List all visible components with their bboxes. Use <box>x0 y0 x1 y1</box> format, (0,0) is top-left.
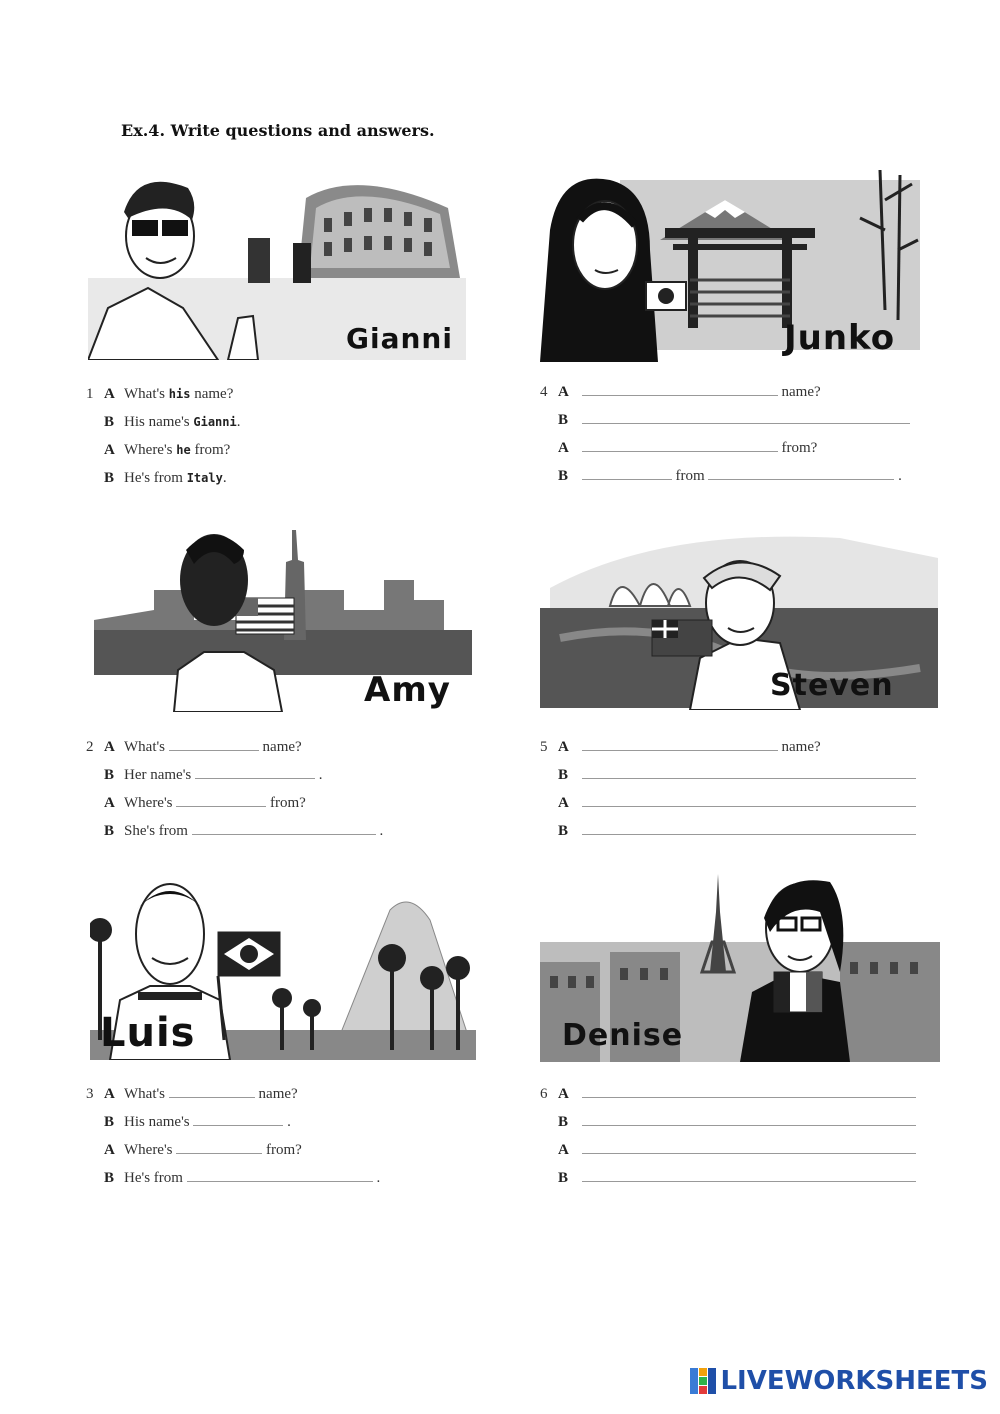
ex3-line-a2: A Where's from? <box>104 1142 302 1158</box>
ex5-line-a2: A <box>558 794 916 812</box>
exercise-title: Ex.4. Write questions and answers. <box>121 121 435 140</box>
ex4-line-b1: B <box>558 411 910 429</box>
name-label-luis: Luis <box>100 1010 196 1056</box>
ex4-blank-a2[interactable] <box>582 439 778 452</box>
picture-luis <box>90 870 476 1060</box>
picture-amy <box>94 520 472 712</box>
ex1-answer-his: his <box>168 387 191 401</box>
ex1-line-b1: B His name's Gianni. <box>104 414 241 430</box>
ex6-blank-b2[interactable] <box>582 1169 916 1182</box>
name-label-gianni: Gianni <box>346 322 453 355</box>
ex4-blank-b2b[interactable] <box>708 467 894 480</box>
picture-steven <box>540 518 938 710</box>
ex4-line-b2: B from . <box>558 468 902 484</box>
ex3-blank-a2[interactable] <box>176 1141 262 1154</box>
ex6-blank-a2[interactable] <box>582 1141 916 1154</box>
ex4-blank-b2a[interactable] <box>582 467 672 480</box>
ex4-blank-a1[interactable] <box>582 383 778 396</box>
liveworksheets-wordmark: LIVEWORKSHEETS <box>720 1366 988 1396</box>
ex2-line-a2: A Where's from? <box>104 795 306 811</box>
ex2-line-b2: B She's from . <box>104 823 384 839</box>
ex3-blank-b2[interactable] <box>187 1169 373 1182</box>
ex2-blank-a1[interactable] <box>169 738 259 751</box>
ex6-line-b1: B <box>558 1113 916 1131</box>
liveworksheets-brand[interactable] <box>690 1366 988 1396</box>
ex3-line-b2: B He's from . <box>104 1170 381 1186</box>
ex2-blank-a2[interactable] <box>176 794 266 807</box>
ex5-blank-a2[interactable] <box>582 794 916 807</box>
ex5-blank-b2[interactable] <box>582 822 916 835</box>
ex5-blank-a1[interactable] <box>582 738 778 751</box>
ex6-blank-a1[interactable] <box>582 1085 916 1098</box>
ex3-line-a1: 3 A What's name? <box>86 1086 298 1102</box>
ex5-blank-b1[interactable] <box>582 766 916 779</box>
ex2-blank-b2[interactable] <box>192 822 376 835</box>
ex6-blank-b1[interactable] <box>582 1113 916 1126</box>
ex5-line-b1: B <box>558 766 916 784</box>
ex3-blank-b1[interactable] <box>193 1113 283 1126</box>
ex1-answer-he: he <box>176 443 191 457</box>
ex1-line-a2: A Where's he from? <box>104 442 231 458</box>
ex4-blank-b1[interactable] <box>582 411 910 424</box>
ex2-line-b1: B Her name's . <box>104 767 323 783</box>
ex6-line-a1: 6 A <box>540 1085 916 1103</box>
ex3-blank-a1[interactable] <box>169 1085 255 1098</box>
name-label-amy: Amy <box>364 670 451 710</box>
ex5-line-a1: 5 A name? <box>540 739 821 755</box>
picture-junko <box>540 170 920 362</box>
name-label-steven: Steven <box>770 668 894 703</box>
ex3-line-b1: B His name's . <box>104 1114 291 1130</box>
ex4-line-a2: A from? <box>558 440 818 456</box>
ex1-number: 1 <box>86 386 94 402</box>
name-label-denise: Denise <box>562 1018 684 1053</box>
ex6-line-a2: A <box>558 1141 916 1159</box>
ex1-line-b2: B He's from Italy. <box>104 470 227 486</box>
ex1-line-a1: 1 A What's his name? <box>86 386 234 402</box>
ex2-blank-b1[interactable] <box>195 766 315 779</box>
picture-denise <box>540 872 940 1062</box>
picture-gianni <box>88 168 466 360</box>
ex4-line-a1: 4 A name? <box>540 384 821 400</box>
name-label-junko: Junko <box>784 318 896 358</box>
ex1-answer-name: Gianni <box>193 415 237 429</box>
liveworksheets-logo-icon <box>690 1368 716 1394</box>
ex2-line-a1: 2 A What's name? <box>86 739 302 755</box>
ex1-answer-country: Italy <box>186 471 223 485</box>
ex6-line-b2: B <box>558 1169 916 1187</box>
ex5-line-b2: B <box>558 822 916 840</box>
